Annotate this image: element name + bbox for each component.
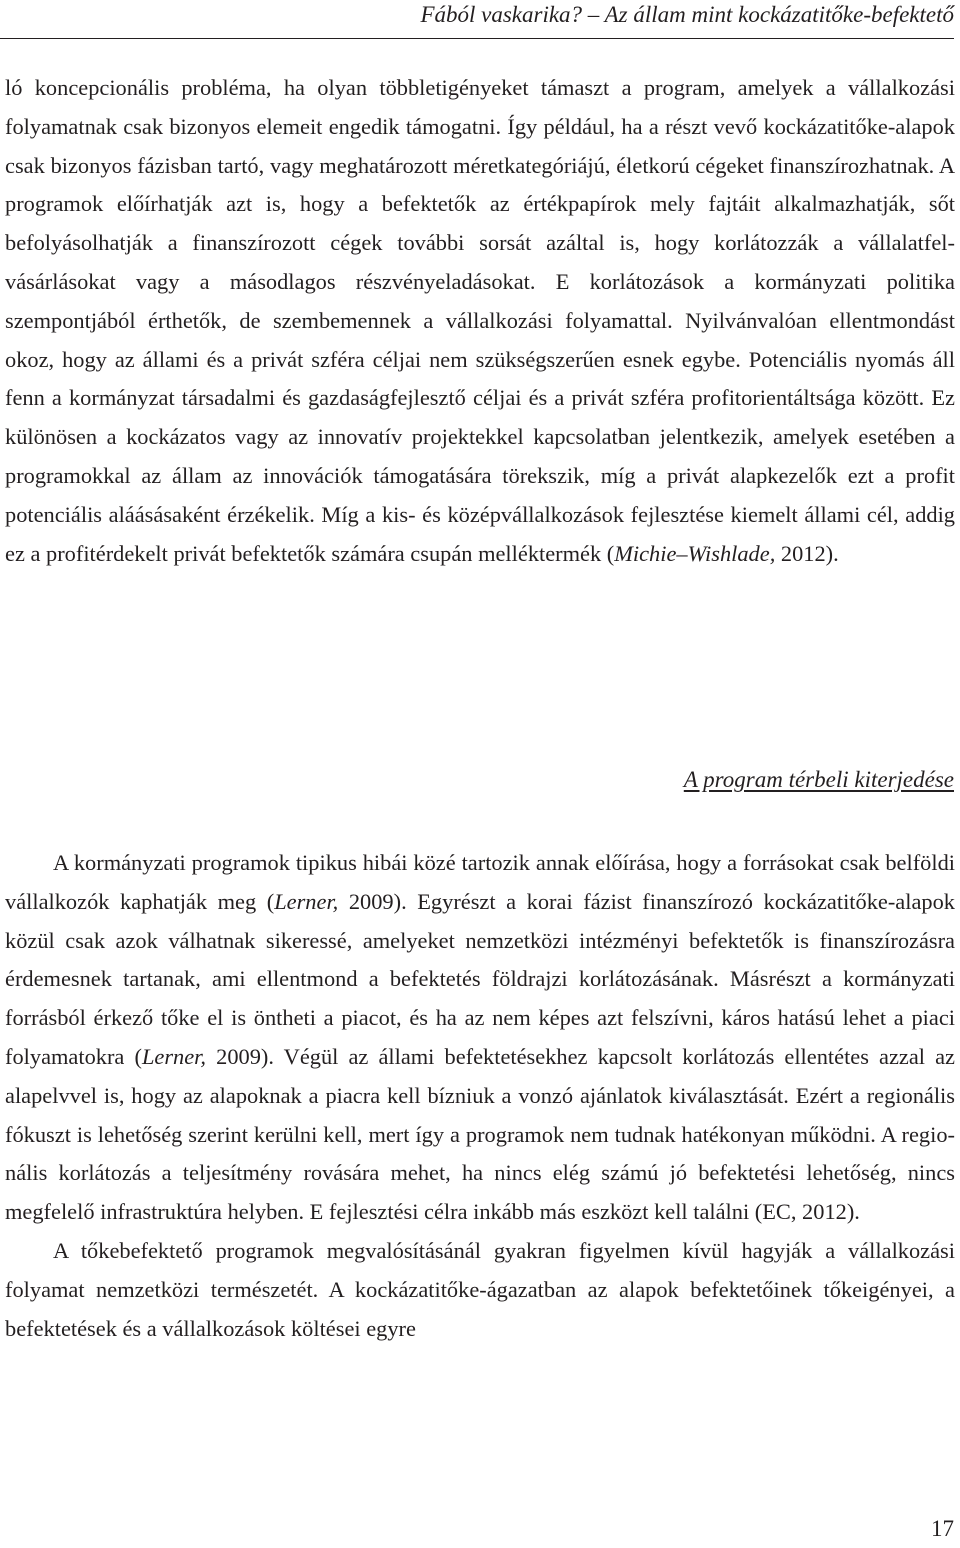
citation-author: Lerner, [141, 1043, 207, 1069]
paragraph-text: A kormányzati programok tipikus hibái közé tartozik annak előírása, hogy a forrásokat csak belföldi vállalkozók kaphatják meg ( [5, 850, 955, 914]
paragraph [5, 69, 955, 573]
section-2 [5, 844, 955, 1348]
paragraph-text: 2009). Végül az állami befektetésekhez kapcsolt korlátozás ellentétes azzal az alapelvvel is, hogy az alapoknak a piacra kell bízniuk a vonzó ajánlatok kiválasztását. Ezért a regionális fókuszt is lehetőség szerint kerülni kell, mert így a programok nem tudnak hatékonyan működni. A regionális korlátozás a teljesítmény rovására mehet, ha nincs elég számú jó befektetési lehetőség, nincs megfelelő infrastruktúra helyben. E fejlesztési célra inkább más eszközt kell találni (EC, 2012). [5, 1043, 955, 1225]
header-rule [0, 38, 954, 39]
section-1 [5, 69, 955, 573]
section-heading: A program térbeli kiterjedése [683, 767, 954, 792]
citation-author: Michie–Wishlade, [614, 540, 776, 566]
paragraph-text: 2009). Egyrészt a korai fázist finanszírozó kockázatitőke-alapok közül csak azok válhatnak sikeressé, amelyeket nemzetközi intézményi befektetők is finanszírozásra érdemesnek tartanak, ami ellentmond a befektetés földrajzi korlátozásának. Másrészt a kormányzati forrásból érkező tőke el is öntheti a piacot, és ha az nem képes azt felszívni, káros hatású lehet a piaci folyamatokra ( [5, 888, 955, 1069]
paragraph: A tőkebefektető programok megvalósításánál gyakran figyelmen kívül hagyják a vállalkozási folyamat nemzetközi természetét. A kockázatitőke-ágazatban az alapok befektetőinek tőkeigényei, a befektetések és a vállalkozások költései egyre [5, 1237, 955, 1341]
citation-author: Lerner, [274, 888, 339, 914]
paragraph [5, 844, 955, 1232]
running-head: Fából vaskarika? – Az állam mint kockázatitőke-befektető [420, 2, 954, 27]
paragraph-text: 2012). [775, 540, 839, 566]
page-number: 17 [931, 1516, 954, 1541]
paragraph-text: ló koncepcionális probléma, ha olyan többletigényeket támaszt a program, amelyek a vállalkozási folyamatnak csak bizonyos elemeit engedik támogatni. Így például, ha a részt vevő kockázatitőke-alapok csak bizonyos fázisban tartó, vagy meghatározott méretkategóriájú, életkorú cégeket finanszírozhatnak. A programok előírhatják azt is, hogy a befektetők az értékpapírok mely fajtáit alkalmazhatják, sőt befolyásolhatják a finanszírozott cégek további sorsát azáltal is, hogy korlátozzák a vállalatfelvásárlásokat vagy a másodlagos részvényeladásokat. E korlátozások a kormányzati politika szempontjából érthetők, de szembemennek a vállalkozási folyamattal. Nyilvánvalóan ellentmondást okoz, hogy az állami és a privát szféra céljai nem szükségszerűen esnek egybe. Potenciális nyomás áll fenn a kormányzat társadalmi és gazdaságfejlesztő céljai és a privát szféra profitorientáltsága között. Ez különösen a kockázatos vagy az innovatív projektekkel kapcsolatban jelentkezik, amelyek esetében a programokkal az állam az innovációk támogatására törekszik, míg a privát alapkezelők ezt a profit potenciális aláásásaként érzékelik. Míg a kis- és középvállalkozások fejlesztése kiemelt állami cél, addig ez a profitérdekelt privát befektetők számára csupán melléktermék ( [5, 75, 955, 566]
